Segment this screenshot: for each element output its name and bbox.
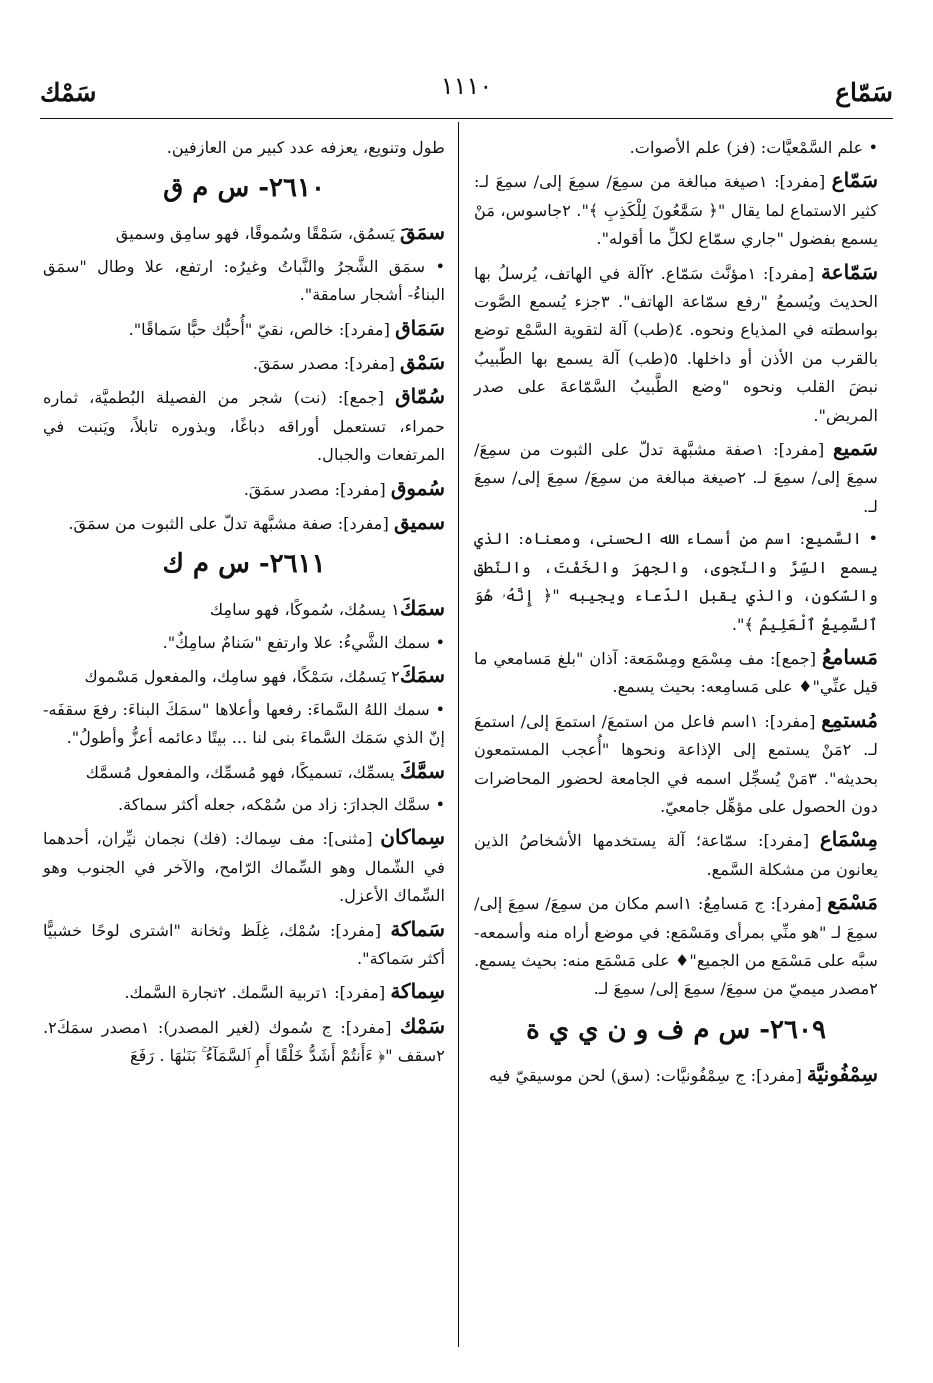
page-number: ١١١٠ — [440, 72, 493, 100]
entry-definition: يسمِّك، تسميكًا، فهو مُسمِّك، والمفعول مُسمَّك — [85, 762, 400, 782]
entry-definition: ١ يسمُك، سُموكًا، فهو سامِك — [209, 600, 400, 620]
entry-definition: ٢ يَسمُك، سَمْكًا، فهو سامِك، والمفعول مَسْموك — [84, 667, 400, 687]
dictionary-entry — [474, 166, 878, 253]
entry-headword: سمَكَ — [399, 663, 445, 688]
dictionary-entry — [43, 1012, 445, 1071]
entry-headword: سَميع — [833, 436, 878, 461]
entry-definition: [مفرد]: سُمْك، غِلَظ وثخانة "اشترى لوحًا خشبيًّا أكثر سَماكة". — [43, 920, 445, 968]
entry-definition: • سمَّك الجدارَ: زاد من سُمْكه، جعله أكثر سماكة. — [118, 794, 445, 814]
dictionary-entry — [474, 706, 878, 822]
entry-definition: [مفرد]: ١مؤنَّث سَمّاع. ٢آلة في الهاتف، يُرسلُ بها الحديث ويُسمعُ "رفع سمّاعة الهاتف". ٣جزء يُسمع الصَّوت بواسطته في المذياع ونحوه. ٤(طب) آلة لتقوية السَّمْع توضع بالقرب من الأذن أو داخلها. ٥(طب) آلة يسمع بها الطّبيبُ نبضَ القلب ونحوه "وضع الطَّبيبُ السَّمّاعةَ على صدر المريض". — [474, 263, 879, 425]
dictionary-entry — [43, 791, 445, 819]
entry-definition: [مثنى]: مف سِماك: (فك) نجمان نيِّران، أحدهما في الشّمال وهو السِّماك الرّامح، والآخر في الجنوب وهو السِّماك الأعزل. — [43, 829, 445, 906]
header-left-word: سَمْك — [40, 78, 97, 107]
dictionary-entry — [474, 825, 878, 884]
entry-definition: • سمَق الشَّجرُ والنَّباتُ وغيرُه: ارتفع، علا وطال "سمَق البناءُ- أشجار سامقة". — [43, 256, 445, 305]
entry-definition: يَسمُق، سَمْقًا وسُموقًا، فهو سامِق وسميق — [115, 224, 400, 244]
dictionary-entry — [43, 823, 445, 910]
dictionary-entry — [474, 134, 878, 162]
entry-headword: سَمْق — [400, 350, 445, 375]
entry-definition: [مفرد]: ١صفة مشبَّهة تدلّ على الثبوت من سمِعَ/ سمِعَ إلى/ سمِعَ لـ. ٢صيغة مبالغة من سمِعَ/ سمِعَ إلى/ سمِعَ لـ. — [474, 440, 878, 516]
dictionary-entry — [474, 1060, 878, 1090]
entry-headword: سَمْك — [399, 1013, 445, 1038]
entry-definition: • سمك الشَّيءُ: علا وارتفع "سَنامٌ سامِكٌ". — [162, 632, 445, 652]
dictionary-entry — [43, 757, 445, 787]
entry-headword: مُستمِع — [821, 707, 878, 732]
entry-headword: سَمَاق — [395, 315, 445, 340]
entry-definition: [مفرد]: خالص، نقيّ "أُحبُّك حبًّا سَماقًا". — [128, 319, 396, 339]
root-heading: ٢٦٠٩- س م ف و ن ي ي ة — [526, 1014, 826, 1045]
dictionary-entry — [43, 977, 445, 1007]
entry-definition: [مفرد]: مصدر سمَقَ. — [243, 479, 391, 499]
entry-definition: [مفرد]: ١تربية السَّمك. ٢تجارة السَّمك. — [124, 983, 391, 1003]
entry-definition: [مفرد]: صفة مشبَّهة تدلّ على الثبوت من سمَقَ. — [68, 514, 394, 534]
entry-definition: [مفرد]: ج مَسامِعُ: ١اسم مكان من سمِعَ/ سمِعَ إلى/ سمِعَ لـ "هو منِّي بمرأى ومَسْمَع: في موضع أراه منه وأسمعه- سبَّه على مَسْمَع من الجميع"♦ على مَسْمَع منه: بحيث يسمع. ٢مصدر ميميّ من سمِعَ/ سمِعَ إلى/ سمِعَ لـ. — [474, 894, 878, 999]
header-rule — [40, 118, 893, 119]
dictionary-entry — [474, 525, 878, 639]
header-right-word: سَمّاع — [835, 78, 893, 107]
dictionary-entry — [474, 643, 878, 702]
entry-definition: [مفرد]: ١صيغة مبالغة من سمِعَ/ سمِعَ إلى/ سمِعَ لـ: كثير الاستماع لما يقال "﴿ سَمَّٰعُونَ لِلْكَذِبِ ﴾". ٢جاسوس، مَنْ يسمع بفضول "جاري سمّاع لكلِّ ما أقوله". — [474, 172, 878, 249]
entry-definition: [مفرد]: ١اسم فاعل من استمعَ/ استمعَ إلى/ استمعَ لـ. ٢مَنْ يستمع إلى الإذاعة ونحوها "أُعجب المستمعون بحديثه". ٣مَنْ يُسجِّل اسمه في الجامعة لحضور المحاضرات دون الحصول على مؤهِّل جامعيّ. — [474, 711, 878, 816]
dictionary-entry — [43, 508, 445, 538]
entry-definition: • سمك اللهُ السَّماءَ: رفعها وأعلاها "سمَكَ البناءَ: رفعَ سقفَه- إنّ الذي سَمَك السَّماءَ بنى لنا ... بيتًا دعائمه أعزُّ وأطولُ". — [43, 699, 445, 748]
dictionary-entry — [43, 661, 445, 691]
dictionary-entry — [43, 314, 445, 344]
dictionary-entry — [474, 888, 878, 1004]
entry-headword: سِماكة — [390, 979, 445, 1004]
entry-headword: سَمّاعة — [820, 259, 879, 284]
entry-definition: [جمع]: مف مِسْمَع ومِسْمَعة: آذان "بلغ مَسامعي ما قيل عنِّي"♦ على مَسامِعه: بحيث يسمع. — [474, 648, 878, 697]
entry-headword: سمَكَ — [399, 596, 445, 621]
entry-headword: سَمّاع — [831, 168, 878, 193]
root-heading: ٢٦١١- س م ك — [162, 549, 326, 580]
entry-definition: • علم السَّمْعيَّات: (فز) علم الأصوات. — [629, 138, 878, 157]
dictionary-entry — [43, 218, 445, 248]
entry-definition: [مفرد]: ج سِمْفُونيَّات: (سق) لحن موسيقيّ فيه — [489, 1065, 807, 1085]
dictionary-entry — [43, 915, 445, 974]
entry-headword: سِمْفُونيَّة — [806, 1061, 878, 1086]
entry-headword: مَسْمَع — [827, 890, 879, 915]
entry-definition: [مفرد]: مصدر سمَقَ. — [252, 354, 400, 374]
entry-headword: سمَقَ — [400, 220, 445, 245]
entry-headword: سِماكان — [380, 825, 445, 850]
entry-definition: طول وتنويع، يعزفه عدد كبير من العازفين. — [166, 138, 445, 157]
entry-headword: سُمّاق — [395, 384, 445, 409]
entry-headword: سَماكة — [390, 916, 445, 941]
dictionary-entry — [43, 253, 445, 310]
entry-headword: سميق — [393, 510, 445, 535]
entry-definition: [مفرد]: ج سُموك (لغير المصدر): ١مصدر سمَكَ٢. ٢سقف "﴿ ءَأَنتُمْ أَشَدُّ خَلْقًا أَمِ ٱلسَّمَآءُ ۚ بَنَىٰهَا . رَفَعَ — [43, 1017, 445, 1066]
root-heading: ٢٦١٠- س م ق — [163, 173, 325, 204]
column-divider — [458, 122, 459, 1347]
entry-headword: مِسْمَاع — [819, 827, 878, 852]
dictionary-entry — [43, 594, 445, 624]
dictionary-entry — [43, 474, 445, 504]
dictionary-entry — [43, 696, 445, 753]
entry-definition: • السَّميع: اسم من أسماء الله الحسنى، ومعناه: الذي يسمع السِّرَّ والنّجوى، والجهرَ والخَفْتَ، والنّطق والسّكون، والذي يقبل الدّعاء ويجيبه "﴿ إِنَّهُۥ هُوَ ٱلسَّمِيعُ ٱلْعَلِيمُ ﴾". — [474, 529, 878, 634]
dictionary-entry — [43, 382, 445, 469]
entry-definition: [مفرد]: سمّاعة؛ آلة يستخدمها الأشخاصُ الذين يعانون من مشكلة السَّمع. — [474, 831, 878, 879]
entry-definition: [جمع]: (نت) شجر من الفصيلة البُطميَّة، ثماره حمراء، تستعمل أوراقه دباغًا، وبذوره تابلاً، ويَنبت في المرتفعات والجبال. — [43, 388, 445, 465]
dictionary-entry — [43, 134, 445, 162]
entry-headword: سمَّكَ — [399, 758, 445, 783]
left-column — [43, 134, 445, 1075]
entry-headword: مَسامعُ — [821, 644, 878, 669]
right-column — [474, 134, 878, 1094]
entry-headword: سُموق — [390, 475, 445, 500]
dictionary-entry — [474, 434, 878, 521]
dictionary-entry — [43, 629, 445, 657]
dictionary-entry — [474, 258, 878, 430]
dictionary-entry — [43, 348, 445, 378]
